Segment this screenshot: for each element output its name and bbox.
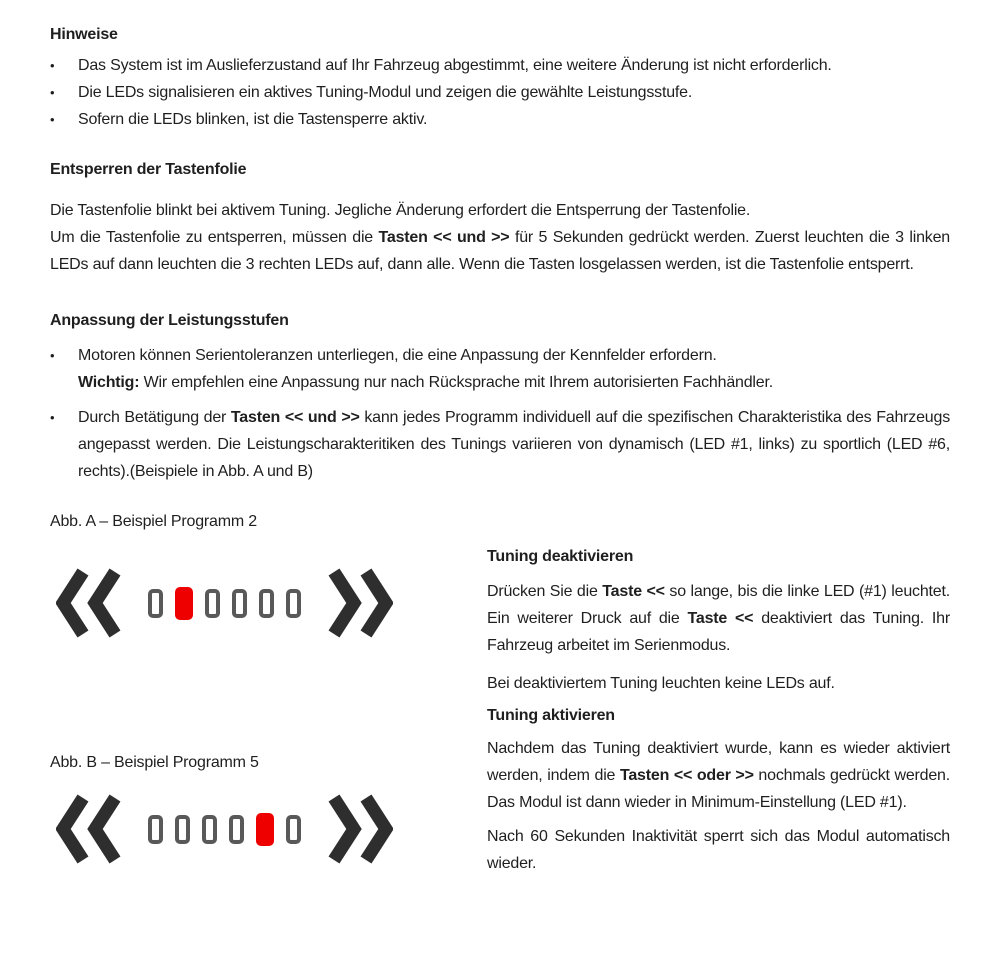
heading-tuning-deaktivieren: Tuning deaktivieren — [487, 548, 634, 565]
instructions-column — [487, 509, 950, 877]
led-1 — [148, 815, 163, 844]
led-strip — [148, 587, 301, 620]
bullet-icon: • — [50, 112, 55, 127]
led-3 — [202, 815, 217, 844]
led-4 — [232, 589, 247, 618]
bullet-text: Sofern die LEDs blinken, ist die Tastensperre aktiv. — [78, 111, 428, 128]
heading-hinweise: Hinweise — [50, 26, 118, 43]
list-item — [50, 404, 950, 485]
led-strip — [148, 813, 301, 846]
heading-anpassung: Anpassung der Leistungsstufen — [50, 312, 289, 329]
figure-b-caption: Abb. B – Beispiel Programm 5 — [50, 754, 259, 771]
aktivieren-note: Nach 60 Sekunden Inaktivität sperrt sich das Modul automatisch wieder. — [487, 828, 950, 872]
list-item — [50, 342, 950, 396]
led-2 — [175, 815, 190, 844]
bullet-text: Durch Betätigung der Tasten << und >> kann jedes Programm individuell auf die spezifischen Charakteristika des Fahrzeugs angepasst werden. Die Leistungscharakteritiken des Tunings variieren von dynamisch (LED #1, links) zu sportlich (LED #6, rechts).(Beispiele in Abb. A und B) — [78, 409, 950, 480]
bullet-icon: • — [50, 348, 55, 363]
led-4 — [229, 815, 244, 844]
list-item — [50, 52, 950, 79]
bullet-icon: • — [50, 58, 55, 73]
bullet-icon: • — [50, 85, 55, 100]
paragraph-line: Die Tastenfolie blinkt bei aktivem Tuning. Jegliche Änderung erfordert die Entsperrung der Tastenfolie. — [50, 202, 751, 219]
figure-a-led-display — [56, 568, 487, 638]
paragraph-line: Motoren können Serientoleranzen unterliegen, die eine Anpassung der Kennfelder erfordern. — [78, 347, 717, 364]
aktivieren-paragraph: Nachdem das Tuning deaktiviert wurde, kann es wieder aktiviert werden, indem die Tasten << oder >> nochmals gedrückt werden. Das Modul ist dann wieder in Minimum-Einstellung (LED #1). — [487, 740, 950, 811]
list-item — [50, 79, 950, 106]
figure-b-led-display — [56, 794, 487, 864]
entsperren-paragraph — [50, 197, 950, 278]
heading-entsperren: Entsperren der Tastenfolie — [50, 161, 247, 178]
bullet-text: Die LEDs signalisieren ein aktives Tuning-Modul und zeigen die gewählte Leistungsstufe. — [78, 84, 693, 101]
led-5-active — [256, 813, 274, 846]
led-3 — [205, 589, 220, 618]
double-chevron-left-icon — [56, 568, 126, 638]
led-5 — [259, 589, 274, 618]
figures-column — [50, 509, 487, 877]
bullet-text — [78, 342, 950, 396]
led-1 — [148, 589, 163, 618]
figure-and-instructions-row — [50, 509, 950, 877]
list-item — [50, 106, 950, 133]
figure-a-caption: Abb. A – Beispiel Programm 2 — [50, 513, 257, 530]
hinweise-list — [50, 52, 950, 133]
bullet-text: Das System ist im Auslieferzustand auf Ihr Fahrzeug abgestimmt, eine weitere Änderung ist nicht erforderlich. — [78, 57, 832, 74]
double-chevron-right-icon — [323, 794, 393, 864]
led-2-active — [175, 587, 193, 620]
deaktivieren-note: Bei deaktiviertem Tuning leuchten keine LEDs auf. — [487, 675, 835, 692]
double-chevron-left-icon — [56, 794, 126, 864]
deaktivieren-paragraph: Drücken Sie die Taste << so lange, bis die linke LED (#1) leuchtet. Ein weiterer Druck auf die Taste << deaktiviert das Tuning. Ihr Fahrzeug arbeitet im Serienmodus. — [487, 583, 951, 654]
paragraph-line: Um die Tastenfolie zu entsperren, müssen die Tasten << und >> für 5 Sekunden gedrückt werden. Zuerst leuchten die 3 linken LEDs auf dann leuchten die 3 rechten LEDs auf, dann alle. Wenn die Tasten losgelassen werden, ist die Tastenfolie entsperrt. — [50, 229, 950, 273]
heading-tuning-aktivieren: Tuning aktivieren — [487, 707, 615, 724]
paragraph-line: Wichtig: Wir empfehlen eine Anpassung nur nach Rücksprache mit Ihrem autorisierten Fachhändler. — [78, 374, 773, 391]
led-6 — [286, 589, 301, 618]
bullet-icon: • — [50, 410, 55, 425]
double-chevron-right-icon — [323, 568, 393, 638]
led-6 — [286, 815, 301, 844]
